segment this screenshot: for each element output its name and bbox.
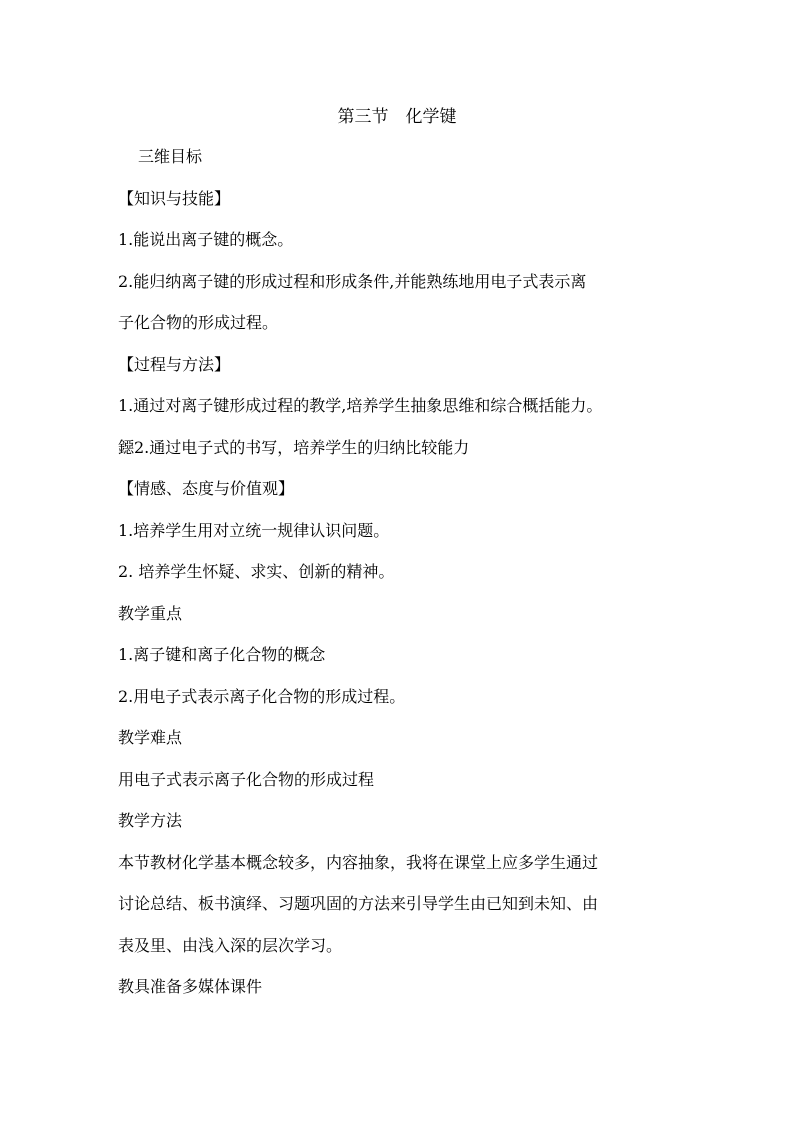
paragraph-line: 子化合物的形成过程。 — [118, 313, 279, 332]
paragraph-line: 鐚2.通过电子式的书写，培养学生的归纳比较能力 — [118, 437, 470, 457]
section-title: 第三节 化学键 — [337, 107, 457, 127]
heading-emotion-attitude-values: 【情感、态度与价值观】 — [118, 479, 295, 498]
heading-three-dimensional-goals: 三维目标 — [138, 147, 203, 166]
paragraph-line: 本节教材化学基本概念较多，内容抽象，我将在课堂上应多学生通过 — [118, 852, 599, 872]
paragraph-line: 1.培养学生用对立统一规律认识问题。 — [118, 520, 390, 540]
paragraph-line: 1.能说出离子键的概念。 — [118, 230, 294, 249]
paragraph-line: 2. 培养学生怀疑、求实、创新的精神。 — [118, 562, 395, 581]
paragraph-line: 讨论总结、板书演绎、习题巩固的方法来引导学生由已知到未知、由 — [118, 894, 599, 913]
paragraph-line: 1.离子键和离子化合物的概念 — [118, 645, 326, 664]
heading-teaching-difficulty: 教学难点 — [118, 728, 183, 747]
paragraph-line: 用电子式表示离子化合物的形成过程 — [118, 769, 375, 789]
paragraph-line: 2.能归纳离子键的形成过程和形成条件,并能熟练地用电子式表示离 — [118, 271, 587, 291]
paragraph-line: 1.通过对离子键形成过程的教学,培养学生抽象思维和综合概括能力。 — [118, 396, 603, 415]
paragraph-line: 2.用电子式表示离子化合物的形成过程。 — [118, 686, 406, 706]
heading-teaching-method: 教学方法 — [118, 811, 183, 830]
heading-teaching-aids: 教具准备多媒体课件 — [118, 977, 263, 996]
heading-knowledge-skills: 【知识与技能】 — [118, 188, 231, 208]
document-body — [118, 146, 686, 1018]
heading-teaching-focus: 教学重点 — [118, 603, 183, 623]
heading-process-method: 【过程与方法】 — [118, 354, 231, 374]
paragraph-line: 表及里、由浅入深的层次学习。 — [118, 935, 343, 955]
